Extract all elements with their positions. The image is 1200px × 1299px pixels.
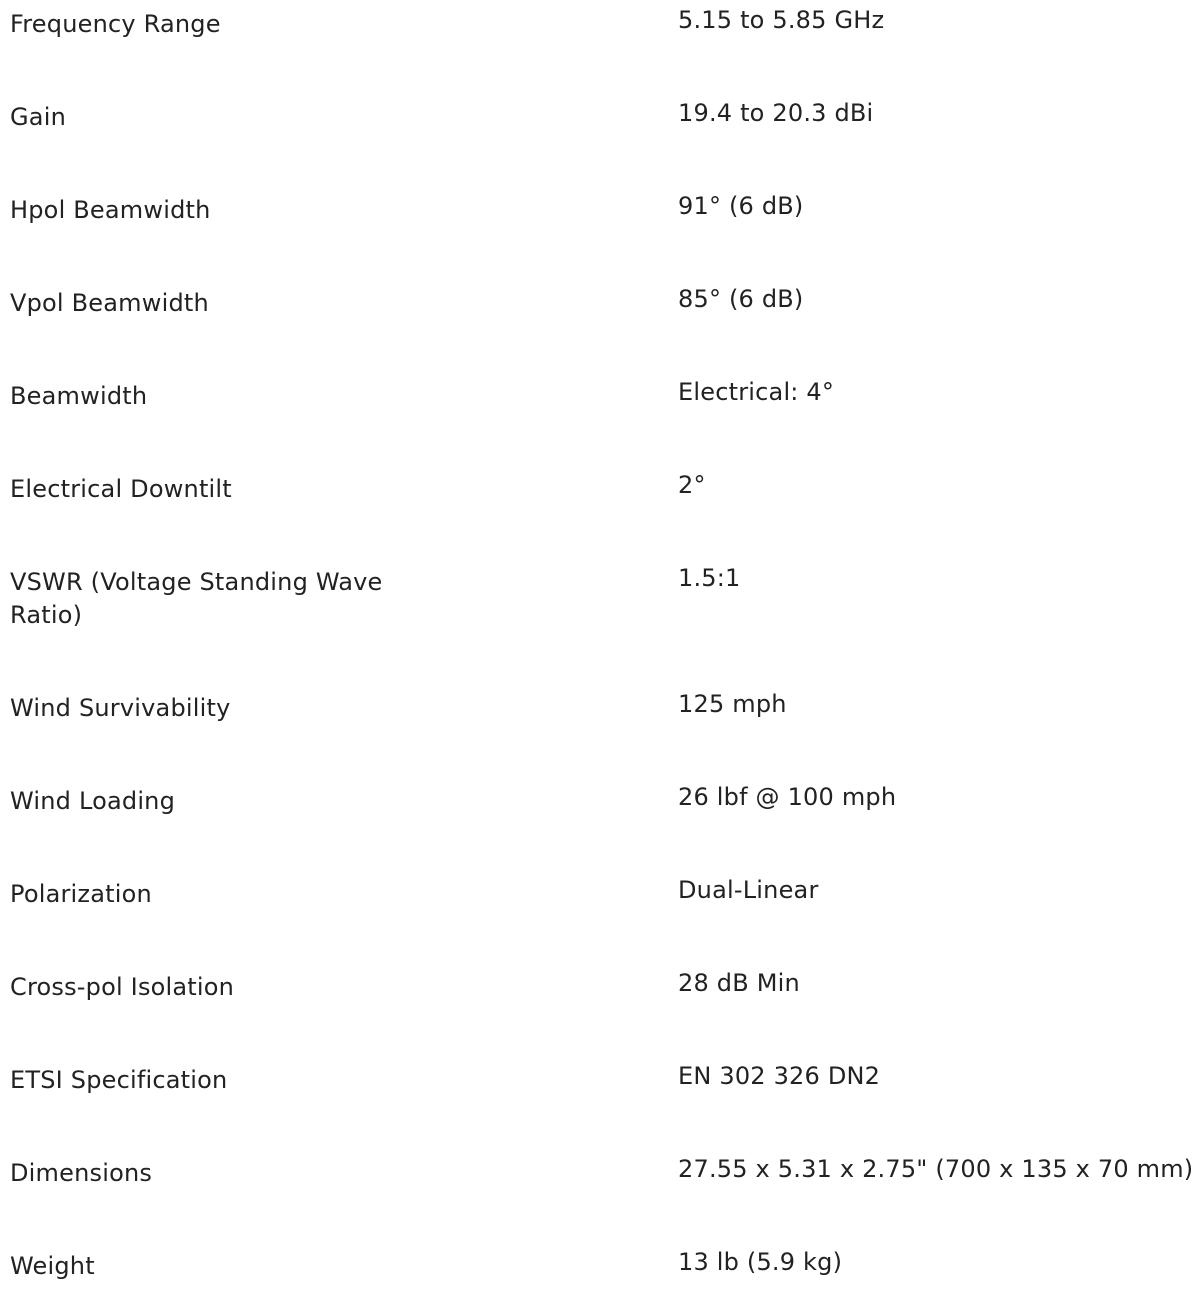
spec-label: Dimensions <box>10 1159 153 1187</box>
spec-value: 125 mph <box>678 690 787 718</box>
spec-label: ETSI Specification <box>10 1066 228 1094</box>
spec-value: 13 lb (5.9 kg) <box>678 1248 843 1276</box>
spec-label: Cross-pol Isolation <box>10 973 235 1001</box>
spec-value: 85° (6 dB) <box>678 285 804 313</box>
spec-label: Hpol Beamwidth <box>10 196 211 224</box>
spec-label: Wind Loading <box>10 787 176 815</box>
spec-label: Frequency Range <box>10 10 221 38</box>
spec-label: Electrical Downtilt <box>10 475 232 503</box>
spec-label: Weight <box>10 1252 95 1280</box>
spec-value: EN 302 326 DN2 <box>678 1062 881 1090</box>
spec-value: 1.5:1 <box>678 564 741 592</box>
spec-label: Gain <box>10 103 66 131</box>
spec-label: VSWR (Voltage Standing Wave Ratio) <box>10 568 383 629</box>
spec-label: Beamwidth <box>10 382 148 410</box>
spec-value: 19.4 to 20.3 dBi <box>678 99 874 127</box>
spec-value: 28 dB Min <box>678 969 800 997</box>
spec-label: Polarization <box>10 880 152 908</box>
spec-value: 26 lbf @ 100 mph <box>678 783 897 811</box>
spec-value: Dual-Linear <box>678 876 819 904</box>
spec-value: 27.55 x 5.31 x 2.75" (700 x 135 x 70 mm) <box>678 1155 1194 1183</box>
spec-label: Wind Survivability <box>10 694 231 722</box>
spec-value: Electrical: 4° <box>678 378 835 406</box>
spec-value: 91° (6 dB) <box>678 192 804 220</box>
spec-label: Vpol Beamwidth <box>10 289 209 317</box>
spec-value: 5.15 to 5.85 GHz <box>678 6 885 34</box>
spec-value: 2° <box>678 471 706 499</box>
